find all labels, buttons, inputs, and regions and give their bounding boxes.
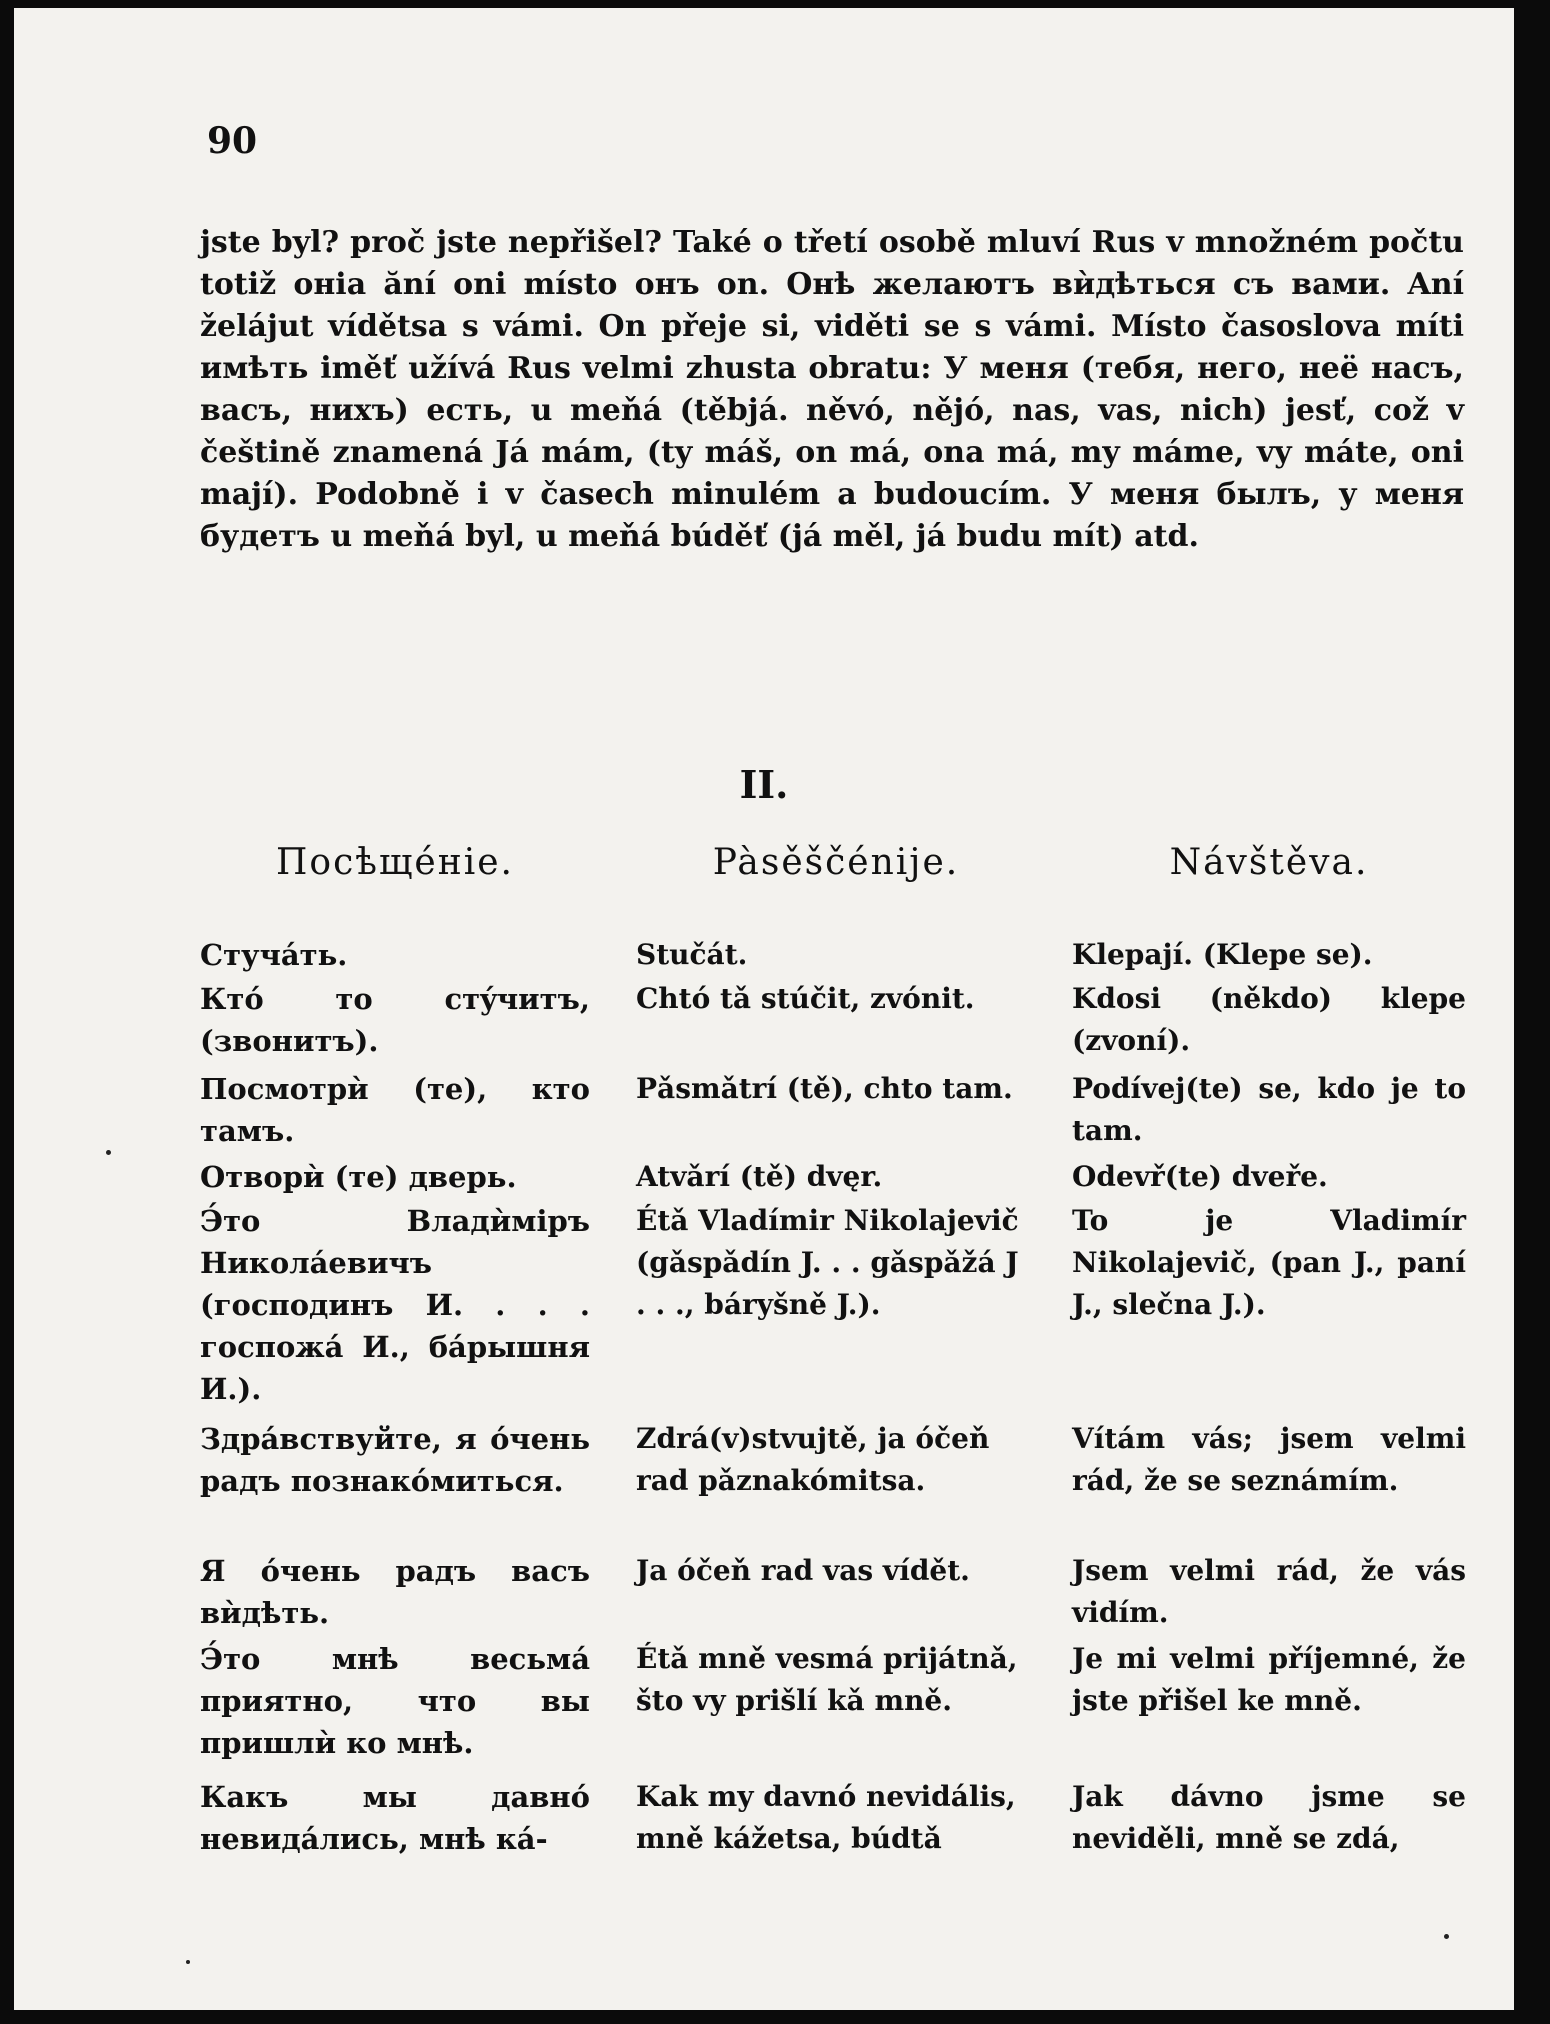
czech-cell: Jsem velmi rád, že vás vidím. xyxy=(1072,1554,1466,1629)
page-number: 90 xyxy=(207,120,258,162)
russian-cell: Ктó то стýчитъ, (звонитъ). xyxy=(200,982,590,1058)
czech-cell: Podívej(te) se, kdo je to tam. xyxy=(1072,1072,1466,1147)
transliteration-cell: Étǎ mně vesmá prijátnǎ, što vy prišlí kǎ mně. xyxy=(636,1642,1018,1717)
transliteration-cell: Ja óčeň rad vas vídět. xyxy=(636,1554,970,1587)
czech-cell: Je mi velmi příjemné, že jste přišel ke mně. xyxy=(1072,1642,1466,1717)
intro-paragraph: jste byl? proč jste nepřišel? Také o třetí osobě mluví Rus v množném počtu totiž оніа ăní oni místo онъ on. Онѣ желаютъ вѝдѣться съ вами. Aní želájut vídětsa s vámi. On přeje si, viděti se s vámi. Místo časoslova míti имѣть iměť užívá Rus velmi zhusta obratu: У меня (тебя, него, неё насъ, васъ, нихъ) есть, u meňá (těbjá. něvó, nějó, nas, vas, nich) jesť, což v češtině znamená Já mám, (ty máš, on má, ona má, my máme, vy máte, oni mají). Podobně i v časech minulém a budoucím. У меня былъ, у меня будетъ u meňá byl, u meňá búděť (já měl, já budu mít) atd. xyxy=(200,225,1464,554)
transliteration-cell: Zdrá(v)stvujtě, ja óčeň rad pǎznakómitsa. xyxy=(636,1422,990,1497)
transliteration-cell: Chtó tǎ stúčit, zvónit. xyxy=(636,982,975,1015)
russian-cell: Стучáть. xyxy=(200,938,348,972)
book-page xyxy=(14,8,1514,2010)
russian-cell: Э́то Владѝміръ Николáевичъ (господинъ И. . . . госпожá И., бáрышня И.). xyxy=(200,1204,590,1406)
russian-cell: Отворѝ (те) дверь. xyxy=(200,1160,517,1194)
russian-cell: Э́то мнѣ весьмá приятно, что вы пришлѝ ко мнѣ. xyxy=(200,1642,590,1760)
section-heading: II. xyxy=(739,762,789,807)
czech-cell: To je Vladimír Nikolajevič, (pan J., paní J., slečna J.). xyxy=(1072,1204,1466,1321)
ink-speck xyxy=(186,1960,190,1964)
column-heading-russian: Посѣщéніе. xyxy=(276,842,514,883)
czech-cell: Kdosi (někdo) klepe (zvoní). xyxy=(1072,982,1466,1057)
czech-cell: Vítám vás; jsem velmi rád, že se seznámím. xyxy=(1072,1422,1466,1497)
ink-speck xyxy=(106,1150,111,1155)
czech-cell: Odevř(te) dveře. xyxy=(1072,1160,1328,1193)
russian-cell: Здрáвствуйте, я óчень радъ познакóмиться. xyxy=(200,1422,590,1498)
czech-cell: Klepají. (Klepe se). xyxy=(1072,938,1373,971)
russian-cell: Посмотрѝ (те), кто тамъ. xyxy=(200,1072,590,1148)
russian-cell: Какъ мы давнó невидáлись, мнѣ кá- xyxy=(200,1780,590,1856)
russian-cell: Я óчень радъ васъ вѝдѣть. xyxy=(200,1554,590,1630)
czech-cell: Jak dávno jsme se neviděli, mně se zdá, xyxy=(1072,1780,1466,1855)
transliteration-cell: Étǎ Vladímir Nikolajevič (gǎspǎdín J. . . gǎspǎžá J . . ., báryšně J.). xyxy=(636,1204,1019,1321)
column-heading-czech: Návštěva. xyxy=(1169,842,1369,883)
transliteration-cell: Kak my davnó nevidális, mně kážetsa, búdtǎ xyxy=(636,1780,1016,1855)
transliteration-cell: Stučát. xyxy=(636,938,748,971)
transliteration-cell: Pǎsmǎtrí (tě), chto tam. xyxy=(636,1072,1013,1105)
column-heading-transliteration: Pàsěščénije. xyxy=(712,842,960,883)
ink-speck xyxy=(1444,1934,1449,1939)
transliteration-cell: Atvǎrí (tě) dvęr. xyxy=(636,1160,883,1193)
